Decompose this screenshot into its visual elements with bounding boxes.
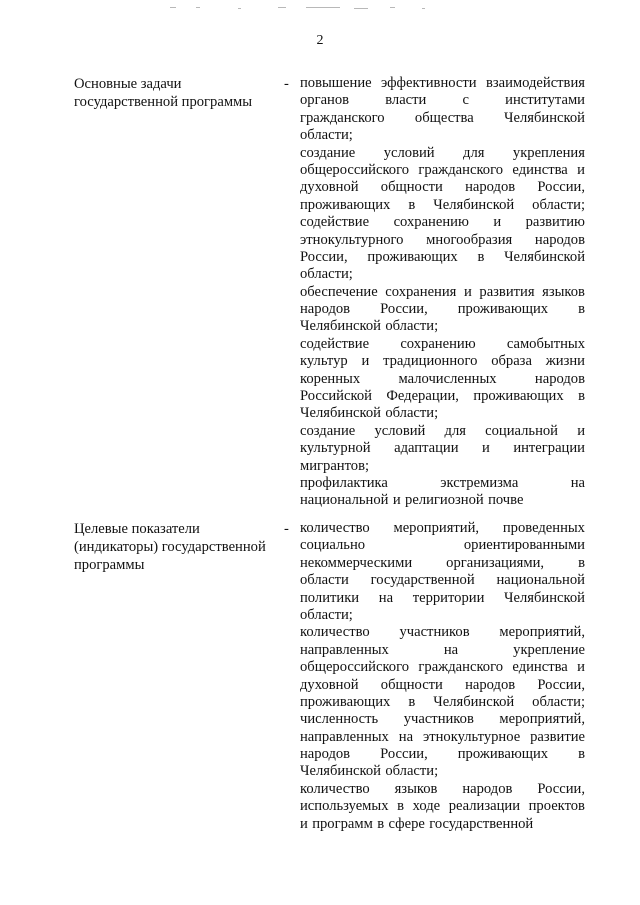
- text-line: [300, 249, 585, 266]
- word: области;: [300, 266, 353, 283]
- text-line: [300, 572, 585, 589]
- word: условий: [383, 144, 435, 161]
- word: участников: [399, 624, 470, 641]
- text-line: [300, 371, 585, 388]
- text-line: [300, 659, 585, 676]
- word: общероссийского: [300, 161, 410, 178]
- text-line: [300, 336, 585, 353]
- text-line: [300, 127, 585, 144]
- word: программ: [312, 815, 373, 832]
- list-dash: -: [284, 76, 289, 92]
- word: почве: [488, 492, 524, 509]
- row-label: [74, 520, 289, 575]
- row-label-line: Основные задачи: [74, 76, 182, 92]
- word: на: [443, 641, 459, 658]
- word: в: [477, 248, 485, 265]
- word: в: [408, 196, 416, 213]
- text-line: [300, 318, 585, 335]
- word: народов: [534, 231, 585, 248]
- text-line: [300, 555, 585, 572]
- text-line: [300, 110, 585, 127]
- word: и: [577, 161, 585, 178]
- text-line: [300, 798, 585, 815]
- row-label-line: Целевые показатели: [74, 521, 200, 537]
- word: в: [377, 815, 385, 832]
- word: власти: [385, 92, 427, 109]
- word: области;: [385, 763, 439, 780]
- word: народов: [465, 676, 516, 693]
- word: народов: [300, 746, 351, 763]
- word: ходе: [412, 798, 441, 815]
- word: сохранению: [400, 335, 476, 352]
- word: многообразия: [426, 231, 513, 248]
- word: реализации: [448, 798, 521, 815]
- word: и: [577, 659, 585, 676]
- text-line: [300, 353, 585, 370]
- word: и: [482, 440, 490, 457]
- word: проживающих: [300, 693, 391, 710]
- word: языков: [542, 283, 585, 300]
- row-label-line: (индикаторы) государственной: [74, 539, 266, 556]
- word: государственной: [370, 572, 475, 589]
- word: проживающих: [473, 388, 564, 405]
- text-line: [300, 607, 585, 624]
- word: в: [578, 746, 585, 763]
- word: России,: [300, 248, 348, 265]
- word: численность: [300, 711, 379, 728]
- word: области;: [385, 405, 439, 422]
- word: гражданского: [300, 109, 385, 126]
- word: России,: [380, 746, 428, 763]
- text-line: [300, 179, 585, 196]
- word: адаптации: [394, 440, 459, 457]
- word: духовной: [300, 179, 359, 196]
- word: содействие: [300, 335, 370, 352]
- word: религиозной: [405, 492, 484, 509]
- word: на: [378, 589, 394, 606]
- word: этнокультурного: [300, 231, 404, 248]
- word: самобытных: [506, 335, 585, 352]
- word: духовной: [300, 676, 359, 693]
- word: Челябинской: [504, 248, 585, 265]
- word: содействие: [300, 214, 370, 231]
- word: направленных: [300, 728, 389, 745]
- word: экстремизма: [440, 474, 519, 491]
- word: взаимодействия: [485, 75, 585, 91]
- word: участников: [403, 711, 474, 728]
- word: профилактика: [300, 474, 388, 491]
- word: и: [300, 815, 308, 832]
- word: единства: [512, 659, 568, 676]
- text-line: [300, 232, 585, 249]
- word: развитие: [530, 728, 585, 745]
- word: органов: [300, 92, 350, 109]
- word: создание: [300, 422, 356, 439]
- word: некоммерческими: [300, 554, 413, 571]
- word: России,: [537, 676, 585, 693]
- word: Российской: [300, 388, 372, 405]
- text-line: [300, 729, 585, 746]
- word: укрепление: [513, 641, 585, 658]
- text-line: [300, 763, 585, 780]
- word: проживающих: [457, 746, 549, 763]
- word: условий: [374, 422, 426, 439]
- word: политики: [300, 589, 360, 606]
- word: и: [493, 214, 502, 231]
- word: и: [463, 283, 472, 300]
- text-line: [300, 458, 585, 475]
- word: и: [577, 422, 585, 439]
- word: области;: [385, 318, 439, 335]
- word: общероссийского: [300, 659, 410, 676]
- word: государственной: [429, 815, 534, 832]
- word: институтами: [505, 92, 585, 109]
- word: направленных: [300, 641, 389, 658]
- word: сохранению: [393, 214, 469, 231]
- word: народов: [534, 370, 585, 387]
- text-line: [300, 537, 585, 554]
- word: языков: [394, 780, 438, 797]
- row-content: [300, 520, 585, 833]
- list-dash: -: [284, 521, 289, 537]
- word: области: [300, 572, 349, 589]
- row-label-line: государственной программы: [74, 94, 253, 111]
- text-line: [300, 746, 585, 763]
- word: в: [578, 554, 585, 571]
- text-line: [300, 642, 585, 659]
- text-line: [300, 520, 585, 537]
- word: укрепления: [512, 144, 585, 161]
- word: и: [361, 353, 370, 370]
- word: интеграции: [513, 440, 585, 457]
- word: области;: [300, 127, 353, 144]
- text-line: [300, 405, 585, 422]
- word: для: [463, 144, 485, 161]
- word: количество: [300, 520, 370, 536]
- word: территории: [412, 589, 485, 606]
- text-line: [300, 816, 585, 833]
- text-line: [300, 492, 585, 509]
- row-label-line: программы: [74, 557, 145, 574]
- word: России,: [537, 179, 585, 196]
- word: проектов: [528, 798, 585, 815]
- text-line: [300, 694, 585, 711]
- page-number: 2: [316, 33, 324, 48]
- word: и: [392, 492, 401, 509]
- text-line: [300, 440, 585, 457]
- word: на: [398, 728, 414, 745]
- word: развития: [479, 283, 535, 300]
- word: жизни: [545, 353, 585, 370]
- word: народов: [462, 780, 513, 797]
- word: культурной: [300, 440, 371, 457]
- row-content: [300, 75, 585, 510]
- word: гражданского: [418, 659, 504, 676]
- word: мероприятий,: [393, 520, 480, 536]
- word: проживающих: [457, 301, 549, 318]
- word: обеспечение: [300, 283, 378, 300]
- word: Федерации,: [386, 388, 459, 405]
- word: Челябинской: [433, 196, 515, 213]
- word: области;: [300, 606, 353, 623]
- word: организациями,: [446, 554, 545, 571]
- text-line: [300, 284, 585, 301]
- word: в: [578, 301, 585, 318]
- scan-artifact-marks: [170, 6, 490, 10]
- word: развитию: [525, 214, 585, 231]
- word: единства: [512, 161, 568, 178]
- word: сохранения: [385, 283, 457, 300]
- word: народов: [465, 179, 516, 196]
- word: национальной: [300, 492, 389, 509]
- word: этнокультурное: [422, 728, 521, 745]
- word: образа: [491, 353, 532, 370]
- word: количество: [300, 780, 370, 797]
- text-line: [300, 92, 585, 109]
- row-label: [74, 75, 289, 111]
- text-line: [300, 475, 585, 492]
- text-line: [300, 214, 585, 231]
- text-line: [300, 590, 585, 607]
- word: Челябинской: [504, 589, 585, 606]
- word: Челябинской: [433, 693, 515, 710]
- word: с: [462, 92, 469, 109]
- text-line: [300, 677, 585, 694]
- word: количество: [300, 624, 370, 641]
- word: в: [408, 693, 416, 710]
- text-line: [300, 75, 585, 92]
- word: общности: [380, 179, 443, 196]
- word: создание: [300, 144, 356, 161]
- word: гражданского: [418, 161, 504, 178]
- word: мероприятий,: [499, 624, 585, 641]
- text-line: [300, 624, 585, 641]
- word: в: [397, 798, 405, 815]
- text-line: [300, 301, 585, 318]
- text-line: [300, 388, 585, 405]
- word: области;: [532, 693, 585, 710]
- word: России,: [380, 301, 428, 318]
- text-line: [300, 145, 585, 162]
- word: области;: [532, 196, 585, 213]
- text-line: [300, 711, 585, 728]
- word: социальной: [485, 422, 558, 439]
- word: Челябинской: [300, 763, 381, 780]
- word: в: [578, 388, 585, 405]
- word: общности: [380, 676, 443, 693]
- word: Челябинской: [504, 109, 585, 126]
- word: культур: [300, 353, 348, 370]
- text-line: [300, 423, 585, 440]
- word: проживающих: [367, 248, 458, 265]
- word: мигрантов;: [300, 457, 370, 474]
- word: используемых: [300, 798, 389, 815]
- word: социально: [300, 537, 366, 554]
- word: России,: [537, 780, 585, 797]
- text-line: [300, 162, 585, 179]
- word: проведенных: [502, 520, 585, 536]
- word: малочисленных: [398, 370, 497, 387]
- word: мероприятий,: [499, 711, 585, 728]
- word: народов: [300, 301, 351, 318]
- word: проживающих: [300, 196, 391, 213]
- word: Челябинской: [300, 405, 381, 422]
- word: на: [570, 474, 585, 491]
- word: общества: [414, 109, 474, 126]
- text-line: [300, 197, 585, 214]
- word: для: [444, 422, 466, 439]
- word: Челябинской: [300, 318, 381, 335]
- word: эффективности: [380, 75, 477, 91]
- text-line: [300, 781, 585, 798]
- text-line: [300, 266, 585, 283]
- word: ориентированными: [463, 537, 585, 554]
- word: коренных: [300, 370, 361, 387]
- word: традиционного: [383, 353, 478, 370]
- word: национальной: [496, 572, 585, 589]
- word: повышение: [300, 75, 372, 91]
- word: сфере: [388, 815, 425, 832]
